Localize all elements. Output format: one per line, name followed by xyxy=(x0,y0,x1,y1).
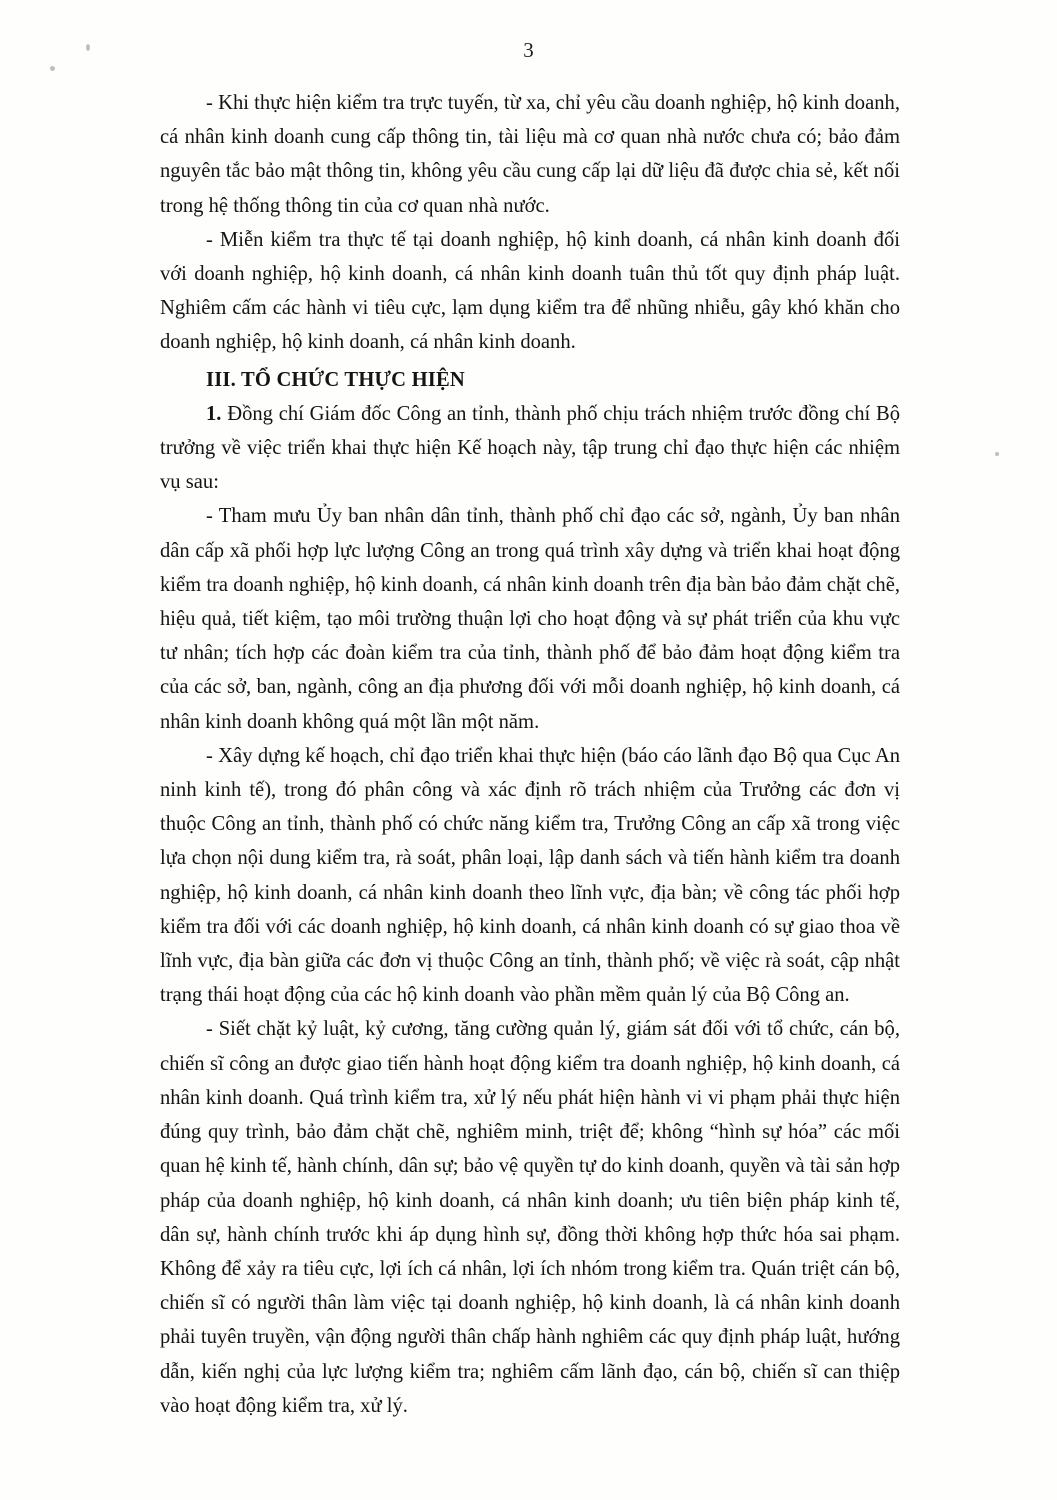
item-number: 1. xyxy=(206,402,222,425)
paragraph-advise-committee: - Tham mưu Ủy ban nhân dân tỉnh, thành phố chỉ đạo các sở, ngành, Ủy ban nhân dân cấp xã phối hợp lực lượng Công an trong quá trình xây dựng và triển khai hoạt động kiểm tra doanh nghiệp, hộ kinh doanh, cá nhân kinh doanh trên địa bàn bảo đảm chặt chẽ, hiệu quả, tiết kiệm, tạo môi trường thuận lợi cho hoạt động và sự phát triển của khu vực tư nhân; tích hợp các đoàn kiểm tra của tỉnh, thành phố để bảo đảm hoạt động kiểm tra của các sở, ban, ngành, công an địa phương đối với mỗi doanh nghiệp, hộ kinh doanh, cá nhân kinh doanh không quá một lần một năm. xyxy=(160,505,901,733)
paragraph-build-plan: - Xây dựng kế hoạch, chỉ đạo triển khai thực hiện (báo cáo lãnh đạo Bộ qua Cục An ninh kinh tế), trong đó phân công và xác định rõ trách nhiệm của Trưởng các đơn vị thuộc Công an tỉnh, thành phố có chức năng kiểm tra, Trưởng Công an cấp xã trong việc lựa chọn nội dung kiểm tra, rà soát, phân loại, lập danh sách và tiến hành kiểm tra doanh nghiệp, hộ kinh doanh, cá nhân kinh doanh theo lĩnh vực, địa bàn; về công tác phối hợp kiểm tra đối với các doanh nghiệp, hộ kinh doanh, cá nhân kinh doanh có sự giao thoa về lĩnh vực, địa bàn giữa các đơn vị thuộc Công an tỉnh, thành phố; về việc rà soát, cập nhật trạng thái hoạt động của các hộ kinh doanh vào phần mềm quản lý của Bộ Công an. xyxy=(160,744,900,1007)
paragraph-online-inspection: - Khi thực hiện kiểm tra trực tuyến, từ xa, chỉ yêu cầu doanh nghiệp, hộ kinh doanh, cá nhân kinh doanh cung cấp thông tin, tài liệu mà cơ quan nhà nước chưa có; bảo đảm nguyên tắc bảo mật thông tin, không yêu cầu cung cấp lại dữ liệu đã được chia sẻ, kết nối trong hệ thống thông tin của cơ quan nhà nước. xyxy=(160,92,900,217)
paragraph-item-1 xyxy=(160,397,900,500)
scan-speck xyxy=(50,66,55,71)
paragraph-discipline: - Siết chặt kỷ luật, kỷ cương, tăng cường quản lý, giám sát đối với tổ chức, cán bộ, chiến sĩ công an được giao tiến hành hoạt động kiểm tra doanh nghiệp, hộ kinh doanh, cá nhân kinh doanh. Quá trình kiểm tra, xử lý nếu phát hiện hành vi vi phạm phải thực hiện đúng quy trình, bảo đảm chặt chẽ, nghiêm minh, triệt để; không “hình sự hóa” các mối quan hệ kinh tế, hành chính, dân sự; bảo vệ quyền tự do kinh doanh, quyền và tài sản hợp pháp của doanh nghiệp, hộ kinh doanh, cá nhân kinh doanh; ưu tiên biện pháp kinh tế, dân sự, hành chính trước khi áp dụng hình sự, đồng thời không hợp thức hóa sai phạm. Không để xảy ra tiêu cực, lợi ích cá nhân, lợi ích nhóm trong kiểm tra. Quán triệt cán bộ, chiến sĩ có người thân làm việc tại doanh nghiệp, hộ kinh doanh, là cá nhân kinh doanh phải tuyên truyền, vận động người thân chấp hành nghiêm các quy định pháp luật, hướng dẫn, kiến nghị của lực lượng kiểm tra; nghiêm cấm lãnh đạo, cán bộ, chiến sĩ can thiệp vào hoạt động kiểm tra, xử lý. xyxy=(160,1018,900,1417)
document-body xyxy=(160,86,900,1423)
page-number: 3 xyxy=(523,38,534,62)
paragraph-exemption: - Miễn kiểm tra thực tế tại doanh nghiệp, hộ kinh doanh, cá nhân kinh doanh đối với doanh nghiệp, hộ kinh doanh, cá nhân kinh doanh tuân thủ tốt quy định pháp luật. Nghiêm cấm các hành vi tiêu cực, lạm dụng kiểm tra để nhũng nhiễu, gây khó khăn cho doanh nghiệp, hộ kinh doanh, cá nhân kinh doanh. xyxy=(160,228,900,354)
scan-speck xyxy=(995,452,999,456)
heading-section-iii: III. TỔ CHỨC THỰC HIỆN xyxy=(206,368,466,391)
item-text: Đồng chí Giám đốc Công an tỉnh, thành phố chịu trách nhiệm trước đồng chí Bộ trưởng về việc triển khai thực hiện Kế hoạch này, tập trung chỉ đạo thực hiện các nhiệm vụ sau: xyxy=(160,402,900,494)
